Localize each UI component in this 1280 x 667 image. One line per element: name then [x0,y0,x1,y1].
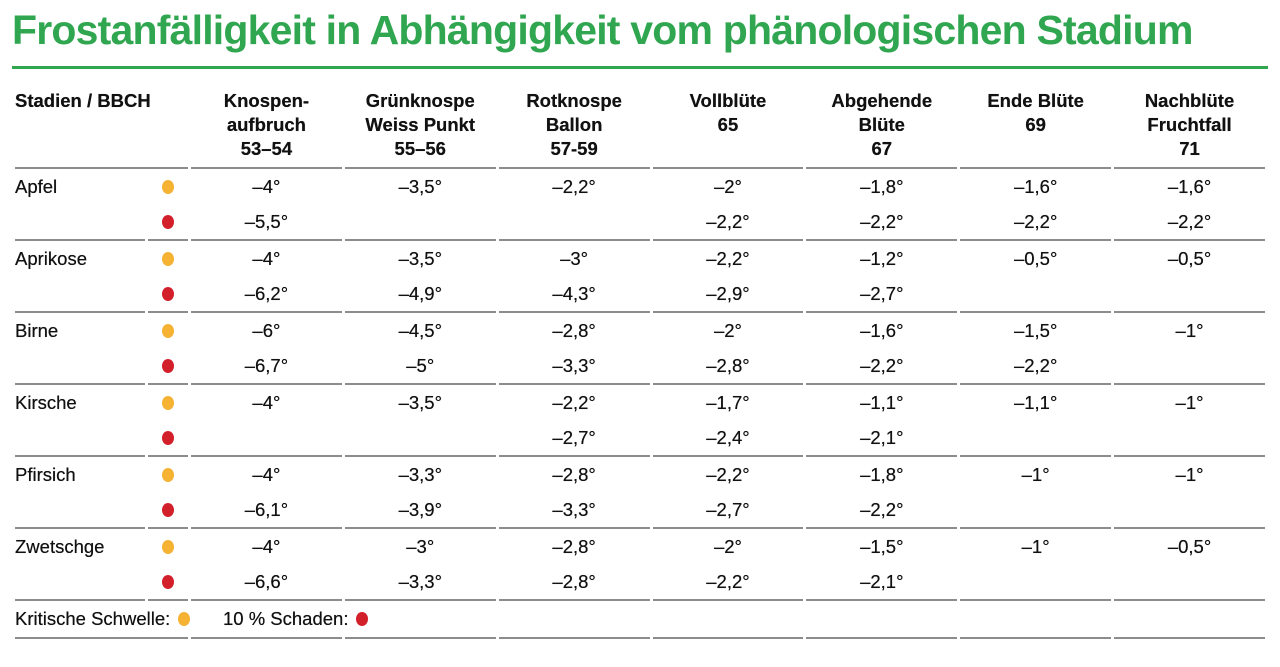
column-header-line: Ballon [545,113,603,135]
column-header-bbch: 69 [1025,113,1046,135]
column-header-rotknospe [499,75,650,169]
fruit-name-empty [15,349,145,385]
legend-damage [191,601,349,639]
fruit-name: Birne [15,319,59,341]
column-header-line: Nachblüte [1144,89,1235,111]
column-header-nachbluete [1114,75,1265,169]
column-header-line: Fruchtfall [1147,113,1232,135]
critical-threshold-dot-icon [162,252,174,266]
temperature-cell: –2,8° [653,349,804,385]
damage-10pct-dot-icon [162,287,174,301]
row-kirsche-damage [15,421,1265,457]
temperature-cell: –2° [713,175,742,197]
row-apfel-critical [15,169,1265,205]
temperature-cell: –2,2° [706,247,750,269]
damage-10pct-dot-icon [162,431,174,445]
temperature-cell: –6,6° [191,565,342,601]
temperature-cell: –3,5° [398,391,442,413]
row-zwetschge-critical [15,529,1265,565]
row-aprikose-critical [15,241,1265,277]
page-title: Frostanfälligkeit in Abhängigkeit vom phänologischen Stadium [12,7,1193,53]
temperature-cell: –2,2° [552,391,596,413]
temperature-cell: –2,7° [806,277,957,313]
temperature-cell: –0,5° [1013,247,1058,269]
temperature-cell: –4,3° [499,277,650,313]
temperature-cell: –2,2° [552,175,596,197]
temperature-cell: –2,7° [499,421,650,457]
temperature-cell: –1,1° [860,391,904,413]
temperature-cell: –1,6° [1167,175,1212,197]
dot-cell [148,313,188,349]
column-header-bbch: 65 [717,113,739,135]
temperature-cell: –2,8° [499,565,650,601]
legend-empty-cell [960,601,1111,639]
legend-critical [15,601,188,639]
temperature-cell: –2,2° [960,349,1111,385]
table-header [15,75,1265,169]
column-header-bbch: 71 [1179,137,1200,159]
critical-threshold-dot-icon [162,540,174,554]
column-header-line: Weiss Punkt [365,113,476,135]
critical-threshold-dot-icon [162,180,174,194]
temperature-cell: –1,8° [860,175,904,197]
row-kirsche-critical [15,385,1265,421]
temperature-cell: –3,3° [345,565,496,601]
dot-cell [148,565,188,601]
row-birne-damage [15,349,1265,385]
temperature-cell: –1,1° [1013,391,1058,413]
temperature-cell: –3,9° [345,493,496,529]
frost-susceptibility-table [12,75,1268,639]
temperature-cell: –2,8° [552,319,596,341]
fruit-name-empty [15,421,145,457]
temperature-cell: –3,3° [499,349,650,385]
column-header-knospenaufbruch [191,75,342,169]
dot-cell [148,349,188,385]
temperature-cell: –0,5° [1167,535,1212,557]
temperature-cell: –4° [252,175,281,197]
legend-empty-cell [1114,601,1265,639]
fruit-name-empty [15,565,145,601]
temperature-cell [960,493,1111,529]
temperature-cell: –2,7° [653,493,804,529]
temperature-cell: –6,1° [191,493,342,529]
temperature-cell [1114,349,1265,385]
dot-cell [148,421,188,457]
temperature-cell: –6° [252,319,281,341]
temperature-cell: –3° [406,535,435,557]
temperature-cell: –2,8° [552,463,596,485]
dot-cell [148,205,188,241]
temperature-cell: –2° [713,319,742,341]
temperature-cell: –1,6° [860,319,904,341]
temperature-cell: –1° [1021,535,1050,557]
temperature-cell [960,565,1111,601]
damage-10pct-dot-icon [162,503,174,517]
legend-empty-cell [499,601,650,639]
temperature-cell: –2,1° [806,565,957,601]
column-header-vollbluete [653,75,804,169]
critical-threshold-dot-icon [178,612,190,626]
fruit-name: Zwetschge [15,535,105,557]
temperature-cell: –4° [252,247,281,269]
temperature-cell [345,205,496,241]
damage-10pct-dot-icon [162,215,174,229]
temperature-cell: –6,2° [191,277,342,313]
dot-cell [148,493,188,529]
critical-threshold-dot-icon [162,324,174,338]
fruit-name-empty [15,205,145,241]
temperature-cell [960,277,1111,313]
temperature-cell: –2° [713,535,742,557]
row-birne-critical [15,313,1265,349]
temperature-cell [1114,565,1265,601]
temperature-cell [1114,493,1265,529]
damage-10pct-dot-icon [162,359,174,373]
temperature-cell: –3,5° [398,247,442,269]
damage-10pct-dot-icon [356,612,368,626]
temperature-cell: –1° [1175,319,1204,341]
temperature-cell: –1,8° [860,463,904,485]
temperature-cell: –3° [560,247,589,269]
temperature-cell: –1° [1175,463,1204,485]
column-header-line: Rotknospe [526,89,622,111]
temperature-cell: –4° [252,535,281,557]
temperature-cell: –1,7° [706,391,750,413]
temperature-cell: –1° [1021,463,1050,485]
temperature-cell: –4,9° [345,277,496,313]
temperature-cell: –1,5° [860,535,904,557]
temperature-cell: –1,5° [1013,319,1058,341]
column-header-bbch: 57-59 [550,137,598,159]
temperature-cell: –2,2° [653,565,804,601]
table-body [15,169,1265,639]
temperature-cell: –2,2° [806,349,957,385]
dot-cell [148,277,188,313]
row-pfirsich-damage [15,493,1265,529]
column-header-line: Ende Blüte [987,89,1084,111]
fruit-name: Apfel [15,175,58,197]
temperature-cell: –2,2° [806,205,957,241]
temperature-cell: –5,5° [191,205,342,241]
critical-threshold-dot-icon [162,468,174,482]
column-header-ende-bluete [960,75,1111,169]
temperature-cell: –2,2° [706,463,750,485]
legend-empty-cell [653,601,804,639]
column-header-abgehende-bluete [806,75,957,169]
column-header-bbch: 55–56 [394,137,446,159]
temperature-cell: –6,7° [191,349,342,385]
temperature-cell: –2,2° [653,205,804,241]
fruit-name-empty [15,493,145,529]
dot-cell [148,457,188,493]
temperature-cell: –1,2° [860,247,904,269]
temperature-cell: –2,1° [806,421,957,457]
column-header-gruenknospe [345,75,496,169]
temperature-cell [191,421,342,457]
legend-empty-cell [806,601,957,639]
legend-damage-label: 10 % Schaden: [223,607,349,629]
row-aprikose-damage [15,277,1265,313]
dot-cell [148,385,188,421]
column-header-line: Abgehende [831,89,933,111]
temperature-cell [345,421,496,457]
dot-cell [148,241,188,277]
temperature-cell: –5° [345,349,496,385]
column-header-line: aufbruch [226,113,306,135]
temperature-cell: –2,2° [1114,205,1265,241]
temperature-cell [960,421,1111,457]
critical-threshold-dot-icon [162,396,174,410]
temperature-cell [1114,421,1265,457]
title-underline [12,66,1268,69]
dot-cell [148,529,188,565]
column-header-bbch: 67 [871,137,893,159]
temperature-cell [1114,277,1265,313]
temperature-cell: –2,2° [960,205,1111,241]
temperature-cell: –3,5° [398,175,442,197]
temperature-cell: –3,3° [398,463,442,485]
fruit-name: Aprikose [15,247,87,269]
row-pfirsich-critical [15,457,1265,493]
temperature-cell [499,205,650,241]
column-header-line: Vollblüte [689,89,767,111]
row-zwetschge-damage [15,565,1265,601]
damage-10pct-dot-icon [162,575,174,589]
row-apfel-damage [15,205,1265,241]
header-row [15,75,1265,169]
fruit-name: Kirsche [15,391,77,413]
legend-critical-label: Kritische Schwelle: [15,607,171,629]
legend-row [15,601,1265,639]
fruit-name: Pfirsich [15,463,76,485]
column-header-line: Blüte [858,113,905,135]
column-header-bbch: 53–54 [240,137,293,159]
corner-header: Stadien / BBCH [15,75,188,169]
column-header-line: Grünknospe [365,89,475,111]
column-header-line: Knospen- [223,89,310,111]
temperature-cell: –0,5° [1167,247,1212,269]
temperature-cell: –4,5° [398,319,442,341]
temperature-cell: –4° [252,391,281,413]
temperature-cell: –3,3° [499,493,650,529]
temperature-cell: –2,9° [653,277,804,313]
temperature-cell: –2,2° [806,493,957,529]
temperature-cell: –4° [252,463,281,485]
temperature-cell: –2,8° [552,535,596,557]
fruit-name-empty [15,277,145,313]
dot-cell [148,169,188,205]
temperature-cell: –1,6° [1013,175,1058,197]
temperature-cell: –1° [1175,391,1204,413]
temperature-cell: –2,4° [653,421,804,457]
